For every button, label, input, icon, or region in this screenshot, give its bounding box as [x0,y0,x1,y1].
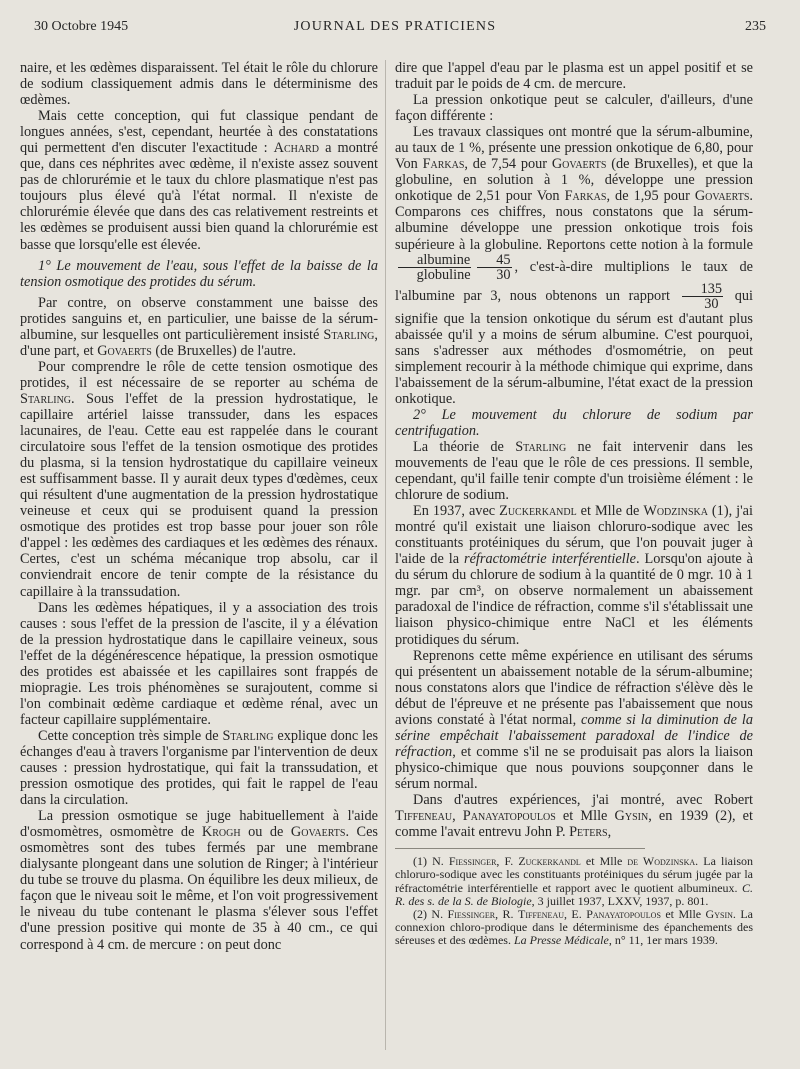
author-name: Tiffeneau [395,808,453,825]
author-name: Zuckerkandl [499,503,577,520]
paragraph: dire que l'appel d'eau par le plasma est un appel positif et se traduit par le poids de 4 cm. de mercure. [395,60,753,93]
author-name: Krogh [201,824,241,841]
left-column [20,60,378,953]
issue-date: 30 Octobre 1945 [34,19,129,34]
fraction-45-30: $\frac{45}{30}$ [477,253,511,282]
footnote-2: (2) N. Fiessinger, R. Tiffeneau, E. Panayatopoulos et Mlle Gysin. La connexion chloro-prodique dans le déterminisme des épanchements des séreuses et des œdèmes. La Presse Médicale, n° 11, 1er mars 1939. [395,906,753,948]
fraction-135-30: $\frac{135}{30}$ [682,282,723,311]
author-name: Starling [515,438,567,455]
paragraph: La théorie de Starling ne fait intervenir dans les mouvements de l'eau que le rôle de ces pressions. Il semble, cependant, qu'il faille tenir compte d'un troisième élément : le chlorure de sodium. [395,438,753,504]
paragraph: Dans d'autres expériences, j'ai montré, avec Robert Tiffeneau, Panayatopoulos et Mlle Gysin, en 1939 (2), et comme l'avait entrevu John P. Peters, [395,791,753,841]
author-name: Govaerts [551,156,607,173]
paragraph: Pour comprendre le rôle de cette tension osmotique des protides, il est nécessaire de se reporter au schéma de Starling. Sous l'effet de la pression hydrostatique, le capillaire artériel laisse transsuder, dans les espaces lacunaires, de l'eau. Cette eau est rappelée dans le courant circulatoire sous l'effet de la tension osmotique des protides du plasma, si la tension hydrostatique du capillaire veineux est suffisamment basse. Il y aurait deux types d'œdèmes, ceux qui résultent d'une augmentation de la pression hydrostatique veineuse et ceux qui se produisent quand la pression osmotique des protides est trop basse pour jouer son rôle d'appel : les œdèmes des cardiaques et les œdèmes des rénaux. Certes, c'est un schéma mécanique trop absolu, car il conviendrait encore de tenir compte de la résistance du capillaire à la transsudation. [20,358,378,600]
journal-title: JOURNAL DES PRATICIENS [293,19,497,34]
running-header [24,16,766,38]
author-name: Peters [569,824,608,841]
page-number: 235 [745,19,766,34]
author-name: Wodzinska [643,503,708,520]
paragraph: Cette conception très simple de Starling explique donc les échanges d'eau à travers l'organisme par l'intervention de deux causes : pression hydrostatique, qui fait la transsudation, et pression osmotique des protides, qui fait le rappel de l'eau dans la circulation. [20,727,379,809]
author-name: Starling [222,727,274,744]
author-name: Achard [273,140,319,157]
paragraph: Dans les œdèmes hépatiques, il y a association des trois causes : sous l'effet de la pression de l'ascite, il y a élévation de la pression hydrostatique dans le capillaire veineux, sous l'effet de la dégénérescence hépatique, la pression osmotique des protides est abaissée et les capillaires sont frappés de miopragie. Les trois phénomènes se surajoutent, comme si l'on combinait œdème cardiaque et œdème rénal, avec un facteur capillaire supplémentaire. [20,599,378,728]
footnote-rule [395,848,645,849]
author-name: Starling [20,390,72,407]
author-name: Gysin [614,808,649,825]
paragraph: Mais cette conception, qui fut classique pendant de longues années, s'est, cependant, heurtée à des constatations qui permettent d'en discuter l'exactitude : Achard a montré que, dans ces néphrites avec œdème, il n'existe assez souvent pas de chlorurémie et le taux du chlore plasmatique n'est pas toujours plus élevé qu'à l'état normal. Il n'existe de chlorurémie élevée que dans des cas relativement restreints et les œdèmes se produisent aussi bien quand la chlorurémie est basse que lorsqu'elle est élevée. [20,108,378,253]
paragraph: Les travaux classiques ont montré que la sérum-albumine, au taux de 1 %, présente une pression onkotique de 6,80, pour Von Farkas, de 7,54 pour Govaerts (de Bruxelles), et que la globuline, en solution à 1 %, développe une pression onkotique de 2,51 pour Von Farkas, de 1,95 pour Govaerts. Comparons ces chiffres, nous constatons que la sérum-albumine développe une pression onkotique trois fois supérieure à la globuline. Reportons cette notion à la formule $\frac{\text{albumine}}{\text{globuline}}$ $\frac{45}{30}$ , c'est-à-dire multiplions le taux de l'albumine par 3, nous obtenons un rapport $\frac{135}{30}$ qui signifie que la tension onkotique du sérum est d'autant plus abaissée qu'il y a moins de sérum albumine. C'est pourquoi, sans s'adresser aux méthodes d'osmométrie, on peut simplement recourir à la méthode chimique qui exprime, dans l'abaissement de la sérum-albumine, l'état exact de la pression onkotique. [395,124,754,407]
paragraph: En 1937, avec Zuckerkandl et Mlle de Wodzinska (1), j'ai montré qu'il existait une liaison chloruro-sodique avec les constituants protéiniques du sérum, que l'on pouvait juger à l'aide de la réfractométrie interférentielle. Lorsqu'on ajoute à du sérum du chlorure de sodium à la quantité de 0 mgr. 10 à 1 mgr. par cm³, on observe normalement un abaissement paradoxal de l'indice de réfraction, comme s'il s'établissait une liaison physico-chimique entre NaCl et les éléments protidiques du sérum. [395,503,753,648]
footnote-1: (1) N. Fiessinger, F. Zuckerkandl et Mlle de Wodzinska. La liaison chloruro-sodique avec les constituants protéiniques du sérum jugée par la réfractométrie interférentielle et rapport avec le quotient albumineux. C. R. des s. de la S. de Biologie, 3 juillet 1937, LXXV, 1937, p. 801. [395,854,753,908]
author-name: Panayatopoulos [462,808,556,825]
author-name: Govaerts [97,342,152,359]
author-name: Farkas [422,156,465,173]
section-heading: 2° Le mouvement du chlorure de sodium par centrifugation. [395,406,753,439]
right-column [395,60,753,948]
author-name: Govaerts [290,824,346,841]
paragraph: Par contre, on observe constamment une baisse des protides sanguins et, en particulier, une baisse de la sérum-albumine, sur lesquelles ont particulièrement insisté Starling, d'une part, et Govaerts (de Bruxelles) de l'autre. [20,294,378,359]
section-heading: 1° Le mouvement de l'eau, sous l'effet de la baisse de la tension osmotique des protides du sérum. [20,257,378,290]
author-name: Farkas [564,188,607,205]
paragraph: La pression onkotique peut se calculer, d'ailleurs, d'une façon différente : [395,92,753,125]
author-name: Govaerts [694,188,750,205]
author-name: Starling [323,326,375,343]
fraction-albumine-globuline: $\frac{\text{albumine}}{\text{globuline}}$ [398,253,471,282]
paragraph: naire, et les œdèmes disparaissent. Tel était le rôle du chlorure de sodium classiquement admis dans le déterminisme des œdèmes. [20,60,378,109]
paragraph: La pression osmotique se juge habituellement à l'aide d'osmomètres, osmomètre de Krogh ou de Govaerts. Ces osmomètres sont des tubes fermés par une membrane dialysante plongeant dans une solution de Ringer; à l'intérieur du tube se trouve du plasma. On équilibre les deux milieux, de façon que le niveau soit le même, et l'on voit progressivement le niveau du tube contenant le plasma s'élever sous l'effet d'une pression positive qui monte de 35 à 40 cm., ce qui correspond à 4 cm. de mercure : on peut donc [20,808,378,953]
column-divider [385,60,386,1050]
paragraph: Reprenons cette même expérience en utilisant des sérums qui présentent un abaissement notable de la sérum-albumine; nous constatons alors que l'indice de réfraction s'élève dès le début de l'épreuve et ne présente pas l'abaissement que nous avions constaté à l'état normal, comme si la diminution de la sérine empêchait l'abaissement paradoxal de l'indice de réfraction, et comme s'il ne se produisait pas alors la liaison physico-chimique que nous pouvions soupçonner dans le sérum normal. [395,647,754,792]
